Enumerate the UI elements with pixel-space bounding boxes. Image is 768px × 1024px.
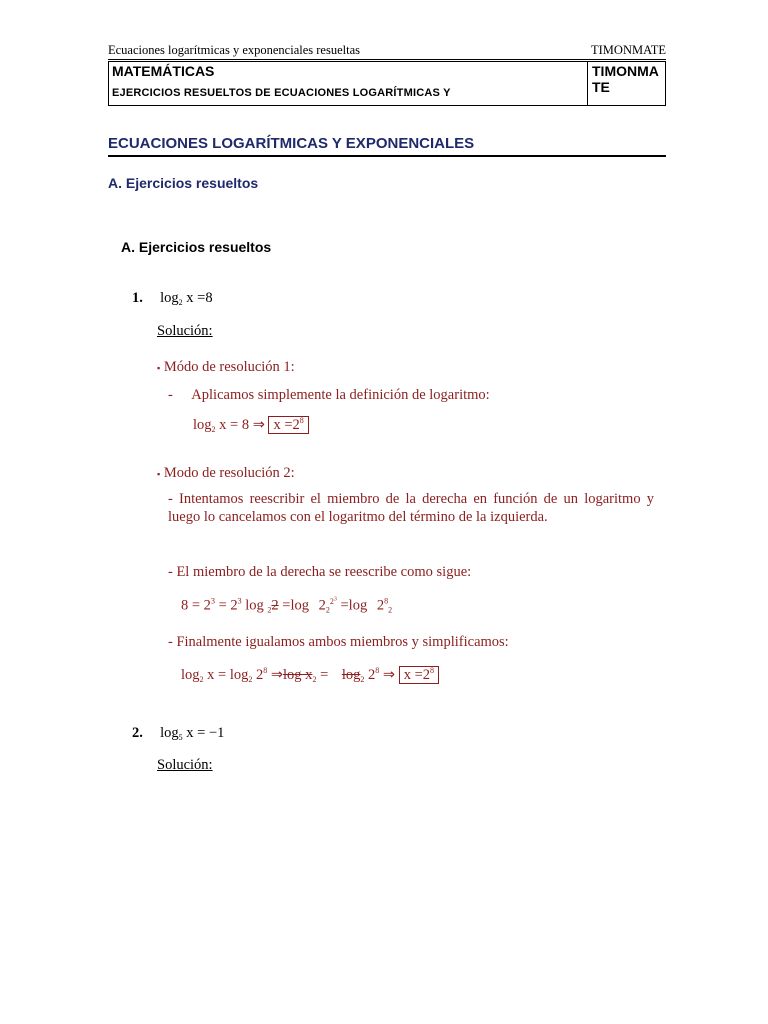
header-box-left	[109, 62, 588, 105]
log-symbol: log	[160, 725, 179, 741]
math-part: = 2	[214, 597, 238, 614]
math-exponent: 8	[375, 666, 380, 675]
math-exponent: 8	[384, 596, 389, 606]
math-part: ⇒	[379, 667, 396, 683]
log-symbol: log	[160, 290, 179, 306]
method-2-paragraph	[168, 490, 663, 526]
math-base: 2	[388, 605, 393, 615]
math-exponent: 3	[210, 596, 215, 606]
math-exponent: 3	[237, 596, 242, 606]
method-1-step	[193, 416, 309, 434]
equation-rest: x =8	[182, 290, 213, 306]
running-header-title: Ecuaciones logarítmicas y exponenciales resueltas	[108, 43, 360, 57]
math-base: 2	[312, 675, 317, 684]
math-part: 2	[364, 667, 376, 683]
math-exponent-nested: 3	[333, 596, 337, 602]
math-exponent: 8	[263, 666, 268, 675]
result-text: x =2	[273, 417, 300, 433]
result-exponent: 8	[430, 666, 434, 675]
subject-subtitle: EJERCICIOS RESUELTOS DE ECUACIONES LOGARÍTMICAS Y	[112, 87, 451, 99]
math-part: log	[181, 667, 200, 683]
exercise-number: 1.	[132, 290, 143, 306]
subsection-heading: A. Ejercicios resueltos	[108, 175, 259, 191]
cancelled-log: log	[341, 667, 361, 683]
result-box	[268, 416, 308, 434]
solution-label: Solución:	[157, 323, 213, 339]
method-1-title	[157, 359, 295, 376]
math-part: 2	[271, 597, 279, 614]
subsection-heading-repeat: A. Ejercicios resueltos	[121, 239, 272, 255]
result-exponent: 8	[299, 416, 304, 425]
math-base: 2	[360, 675, 365, 684]
math-part: =log	[278, 597, 309, 614]
math-exponent	[330, 597, 337, 606]
method-1-text	[168, 387, 490, 404]
running-header-brand: TIMONMATE	[591, 43, 666, 57]
step-rest: x = 8 ⇒	[215, 417, 265, 433]
exercise-2	[132, 725, 224, 742]
rewrite-text: - El miembro de la derecha se reescribe como sigue:	[168, 564, 472, 580]
log-base: 2	[178, 298, 183, 307]
math-part: x = log	[203, 667, 249, 683]
equation-rest: x = −1	[182, 725, 225, 741]
bullet-icon: ▪	[157, 363, 161, 373]
method-2-title	[157, 465, 295, 482]
cancelled-log: log x	[283, 667, 313, 683]
math-exponent-value: 2	[329, 596, 334, 606]
result-text: x =2	[403, 667, 430, 683]
log-base: 2	[211, 425, 216, 434]
rewrite-math: $8 = 2^3 = 2^3$ log $_2$2 =log $2_2^{2^3} =\log$ $2^8_2$	[181, 596, 393, 615]
subject-title: MATEMÁTICAS	[112, 63, 215, 79]
math-part: 8 = 2	[181, 597, 211, 614]
result-box	[399, 666, 439, 684]
math-part: ⇒	[267, 667, 284, 683]
method-1-description: Aplicamos simplemente la definición de logaritmo:	[191, 387, 490, 403]
math-base: 2	[199, 675, 204, 684]
exercise-number: 2.	[132, 725, 143, 741]
math-base: 2	[325, 605, 330, 615]
log-symbol: log	[193, 417, 212, 433]
log-base: 5	[178, 733, 183, 742]
math-base: 2	[248, 675, 253, 684]
math-base: 2	[267, 605, 272, 615]
math-part: 2	[252, 667, 264, 683]
final-text: - Finalmente igualamos ambos miembros y simplificamos:	[168, 634, 509, 650]
section-title: ECUACIONES LOGARÍTMICAS Y EXPONENCIALES	[108, 135, 475, 152]
header-rule	[108, 59, 666, 60]
method-2-label: Modo de resolución 2:	[163, 465, 295, 481]
math-part: =log	[336, 597, 368, 614]
bullet-icon: ▪	[157, 469, 161, 479]
math-part: =	[316, 667, 329, 683]
section-rule	[108, 155, 666, 157]
method-2-paragraph-text: - Intentamos reescribir el miembro de la derecha en función de un logaritmo y luego lo cancelamos con el logaritmo del término de la izquierda.	[168, 491, 654, 525]
solution-label-2: Solución:	[157, 757, 213, 773]
header-box	[108, 61, 666, 106]
method-1-label: Módo de resolución 1:	[163, 359, 295, 375]
dash-marker: -	[168, 387, 173, 403]
math-part: log	[241, 597, 264, 614]
brand-name: TIMONMATE	[592, 63, 659, 95]
final-math	[181, 666, 439, 684]
exercise-1	[132, 290, 213, 307]
